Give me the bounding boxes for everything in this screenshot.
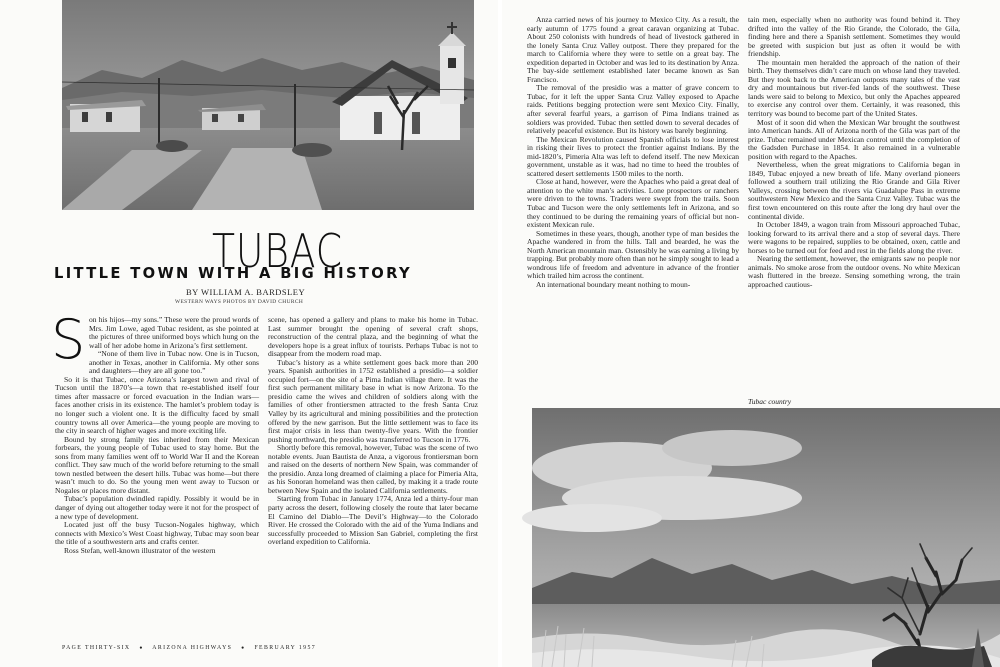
- paragraph: The removal of the presidio was a matter of grave concern to Tubac, for it left the upper Santa Cruz Valley exposed to Apache raids. Petitions begging protection were sent Mexico City. Finally, after several fearful years, a garrison of Pima Indians trained as soldiers was provided. Tubac then settled down to several decades of relatively peaceful existence. But its history was barely beginning.: [527, 83, 739, 136]
- footer-page: PAGE THIRTY-SIX: [62, 645, 131, 651]
- footer-separator: ●: [139, 646, 144, 651]
- text-column-4: [748, 16, 960, 394]
- text-column-3: [527, 16, 739, 394]
- drop-cap: S: [51, 308, 86, 371]
- page-footer: [62, 645, 316, 651]
- paragraph: Most of it soon did when the Mexican War brought the southwest into American hands. All of Arizona north of the Gila was part of the prize. Tubac remained under Mexican control until the completion of the Gadsden Purchase in 1854. It also remained in a vulnerable position with regard to the Apaches.: [748, 117, 960, 161]
- paragraph: The mountain men heralded the approach of the nation of their birth. They themselves didn’t care much on whose land they traveled. But they took back to the American outposts many tales of the vast dry and mountainous but river-fed lands of the southwest. These lands were said to belong to Mexico, but only the Apaches appeared to exercise any control over them. Certainly, it was reasoned, this territory was bound to become part of the United States.: [748, 57, 960, 119]
- footer-date: FEBRUARY 1957: [254, 645, 317, 651]
- text-column-1: [51, 308, 259, 638]
- paragraph: Sometimes in these years, though, another type of man besides the Apache wandered in from the hills. Tall and bearded, he was the North American mountain man. Ostensibly he was earning a living by trapping. But probably more often than not he simply sought to lead a wondrous life of freedom and adventure in advance of the frontier which trailed him across the continent.: [527, 228, 739, 281]
- left-page: [0, 0, 498, 667]
- paragraph: on his hijos—my sons.” These were the proud words of Mrs. Jim Lowe, aged Tubac resident, as she pointed at the pictures of three uniformed boys which hung on the wall of her adobe home in Arizona’s first settlement.: [89, 315, 259, 350]
- village-church-photo: [62, 0, 474, 210]
- paragraph: Close at hand, however, were the Apaches who paid a great deal of attention to the white man’s activities. Lone prospectors or ranchers were driven to the towns. Traders were swept from the trails. Soon Tubac and Tucson were the only settlements left in Arizona, and so they continued to be during the remaining years of official but non-existent Mexican rule.: [527, 177, 739, 230]
- paragraph: Tubac’s population dwindled rapidly. Possibly it would be in danger of dying out altogether today were it not for the prospect of a new type of development.: [55, 494, 259, 521]
- paragraph: So it is that Tubac, once Arizona’s largest town and rival of Tucson until the 1870’s—a town that re-established itself four times after massacre or forced evacuation in the Indian wars—faces another crisis in its existence. The hamlet’s problem today is no longer such a violent one. It is the difficulty faced by small country towns all over America—the young people are moving to the city in search of higher wages and more exciting life.: [55, 374, 259, 436]
- paragraph: Ross Stefan, well-known illustrator of the western: [64, 545, 216, 555]
- footer-magazine: ARIZONA HIGHWAYS: [152, 645, 233, 651]
- footer-separator: ●: [241, 646, 246, 651]
- photo-caption: Tubac country: [748, 397, 792, 406]
- paragraph: Anza carried news of his journey to Mexico City. As a result, the early autumn of 1775 found a great caravan organizing at Tubac. About 250 colonists with hundreds of head of livestock gathered in the lonely Santa Cruz Valley outpost. There they prepared for the march to California where they were to settle on a great bay. The expedition departed in October and was led to its destination by Anza. The bay-side settlement established later became known as San Francisco.: [527, 15, 739, 84]
- article-title: TUBAC: [212, 224, 343, 278]
- paragraph: The Mexican Revolution caused Spanish officials to lose interest in risking their lives to protect the frontier against Indians. By the mid-1820’s, Pimeria Alta was left to defend itself. The new Mexican government, unstable as it was, had no time to heed the troubles of scattered desert settlements 1500 miles to the north.: [527, 134, 739, 178]
- paragraph: Starting from Tubac in January 1774, Anza led a thirty-four man party across the desert, following closely the route that later became El Camino del Diablo—The Devil’s Highway—to the Colorado River. He crossed the Colorado with the aid of the Yuma Indians and successfully proceeded to Mission San Gabriel, completing the first overland expedition to California.: [268, 494, 478, 547]
- photo-credit: WESTERN WAYS PHOTOS BY DAVID CHURCH: [175, 299, 304, 305]
- paragraph: Bound by strong family ties inherited from their Mexican forbears, the young people of Tubac used to stay home. But the sons from many families went off to World War II and the Korean conflict. They saw much of the world before returning to the small town nestled between the desert hills. Tubac was home—but there wasn’t much to do. So the young men went away to Tucson or Nogales or places more distant.: [55, 434, 259, 495]
- paragraph: scene, has opened a gallery and plans to make his home in Tubac. Last summer brought the opening of several craft shops, reconstruction of the central plaza, and the beginning of what the developers hope is a great influx of tourists. Perhaps Tubac is not to disappear from the modern road map.: [268, 315, 478, 359]
- right-page: [502, 0, 1000, 667]
- paragraph: Located just off the busy Tucson-Nogales highway, which connects with Mexico’s West Coast highway, Tubac may soon bear the title of a southwestern arts and crafts center.: [55, 520, 259, 547]
- paragraph: In October 1849, a wagon train from Missouri approached Tubac, looking forward to its arrival there and a stop of several days. There were wagons to be repaired, supplies to be obtained, oxen, cattle and horses to be turned out for feed and rest in the fields along the river.: [748, 220, 960, 255]
- article-subtitle: LITTLE TOWN WITH A BIG HISTORY: [54, 264, 413, 282]
- byline: BY WILLIAM A. BARDSLEY: [186, 287, 306, 297]
- text-column-2: [268, 316, 478, 638]
- paragraph: Nearing the settlement, however, the emigrants saw no people nor animals. No smoke arose from the outdoor ovens. No white Mexican wash fluttered in the breeze. Sensing something wrong, the train approached cautious-: [748, 254, 960, 289]
- paragraph: Shortly before this removal, however, Tubac was the scene of two notable events. Juan Bautista de Anza, a vigorous frontiersman born and raised on the deserts of northern New Spain, was commander of the presidio. Anza long dreamed of claiming a place for Pimeria Alta, as his Sonoran homeland was then called, by making it a trade route between New Spain and the isolated California settlements.: [268, 443, 478, 495]
- paragraph: Tubac’s history as a white settlement goes back more than 200 years. Spanish authorities in 1752 established a presidio—a soldier occupied fort—on the site of a Pima Indian village there. It was the first such permanent military base in what is now Arizona. To the presidio came the wives and children of soldiers along with the families of other frontiersmen attracted to the fresh Santa Cruz Valley by its agricultural and mining possibilities and the protection offered by the new garrison. But the little settlement was to face its first major crisis in less than twenty-five years. With the frontier pushing northward, the presidio was transferred to Tucson in 1776.: [268, 357, 478, 444]
- paragraph: An international boundary meant nothing to moun-: [536, 279, 691, 289]
- paragraph: Nevertheless, when the great migrations to California began in 1849, Tubac enjoyed a new breath of life. Many overland pioneers followed a southern trail utilizing the Rio Grande and Gila River Valleys, crossing between the rivers via Guadalupe Pass in extreme southwestern New Mexico and the Santa Cruz Valley. Tubac was the first town encountered on this route after the long dry haul over the continental divide.: [748, 160, 960, 221]
- paragraph: tain men, especially when no authority was found behind it. They drifted into the valley of the Rio Grande, the Colorado, the Gila, finding here and there a Spanish settlement. Sometimes they would be greeted with suspicion but just as often it would be with friendship.: [748, 15, 960, 59]
- desert-country-photo: [532, 408, 1000, 667]
- paragraph: “None of them live in Tubac now. One is in Tucson, another in Texas, another in California. My other sons and daughters—they are all gone too.”: [89, 349, 259, 376]
